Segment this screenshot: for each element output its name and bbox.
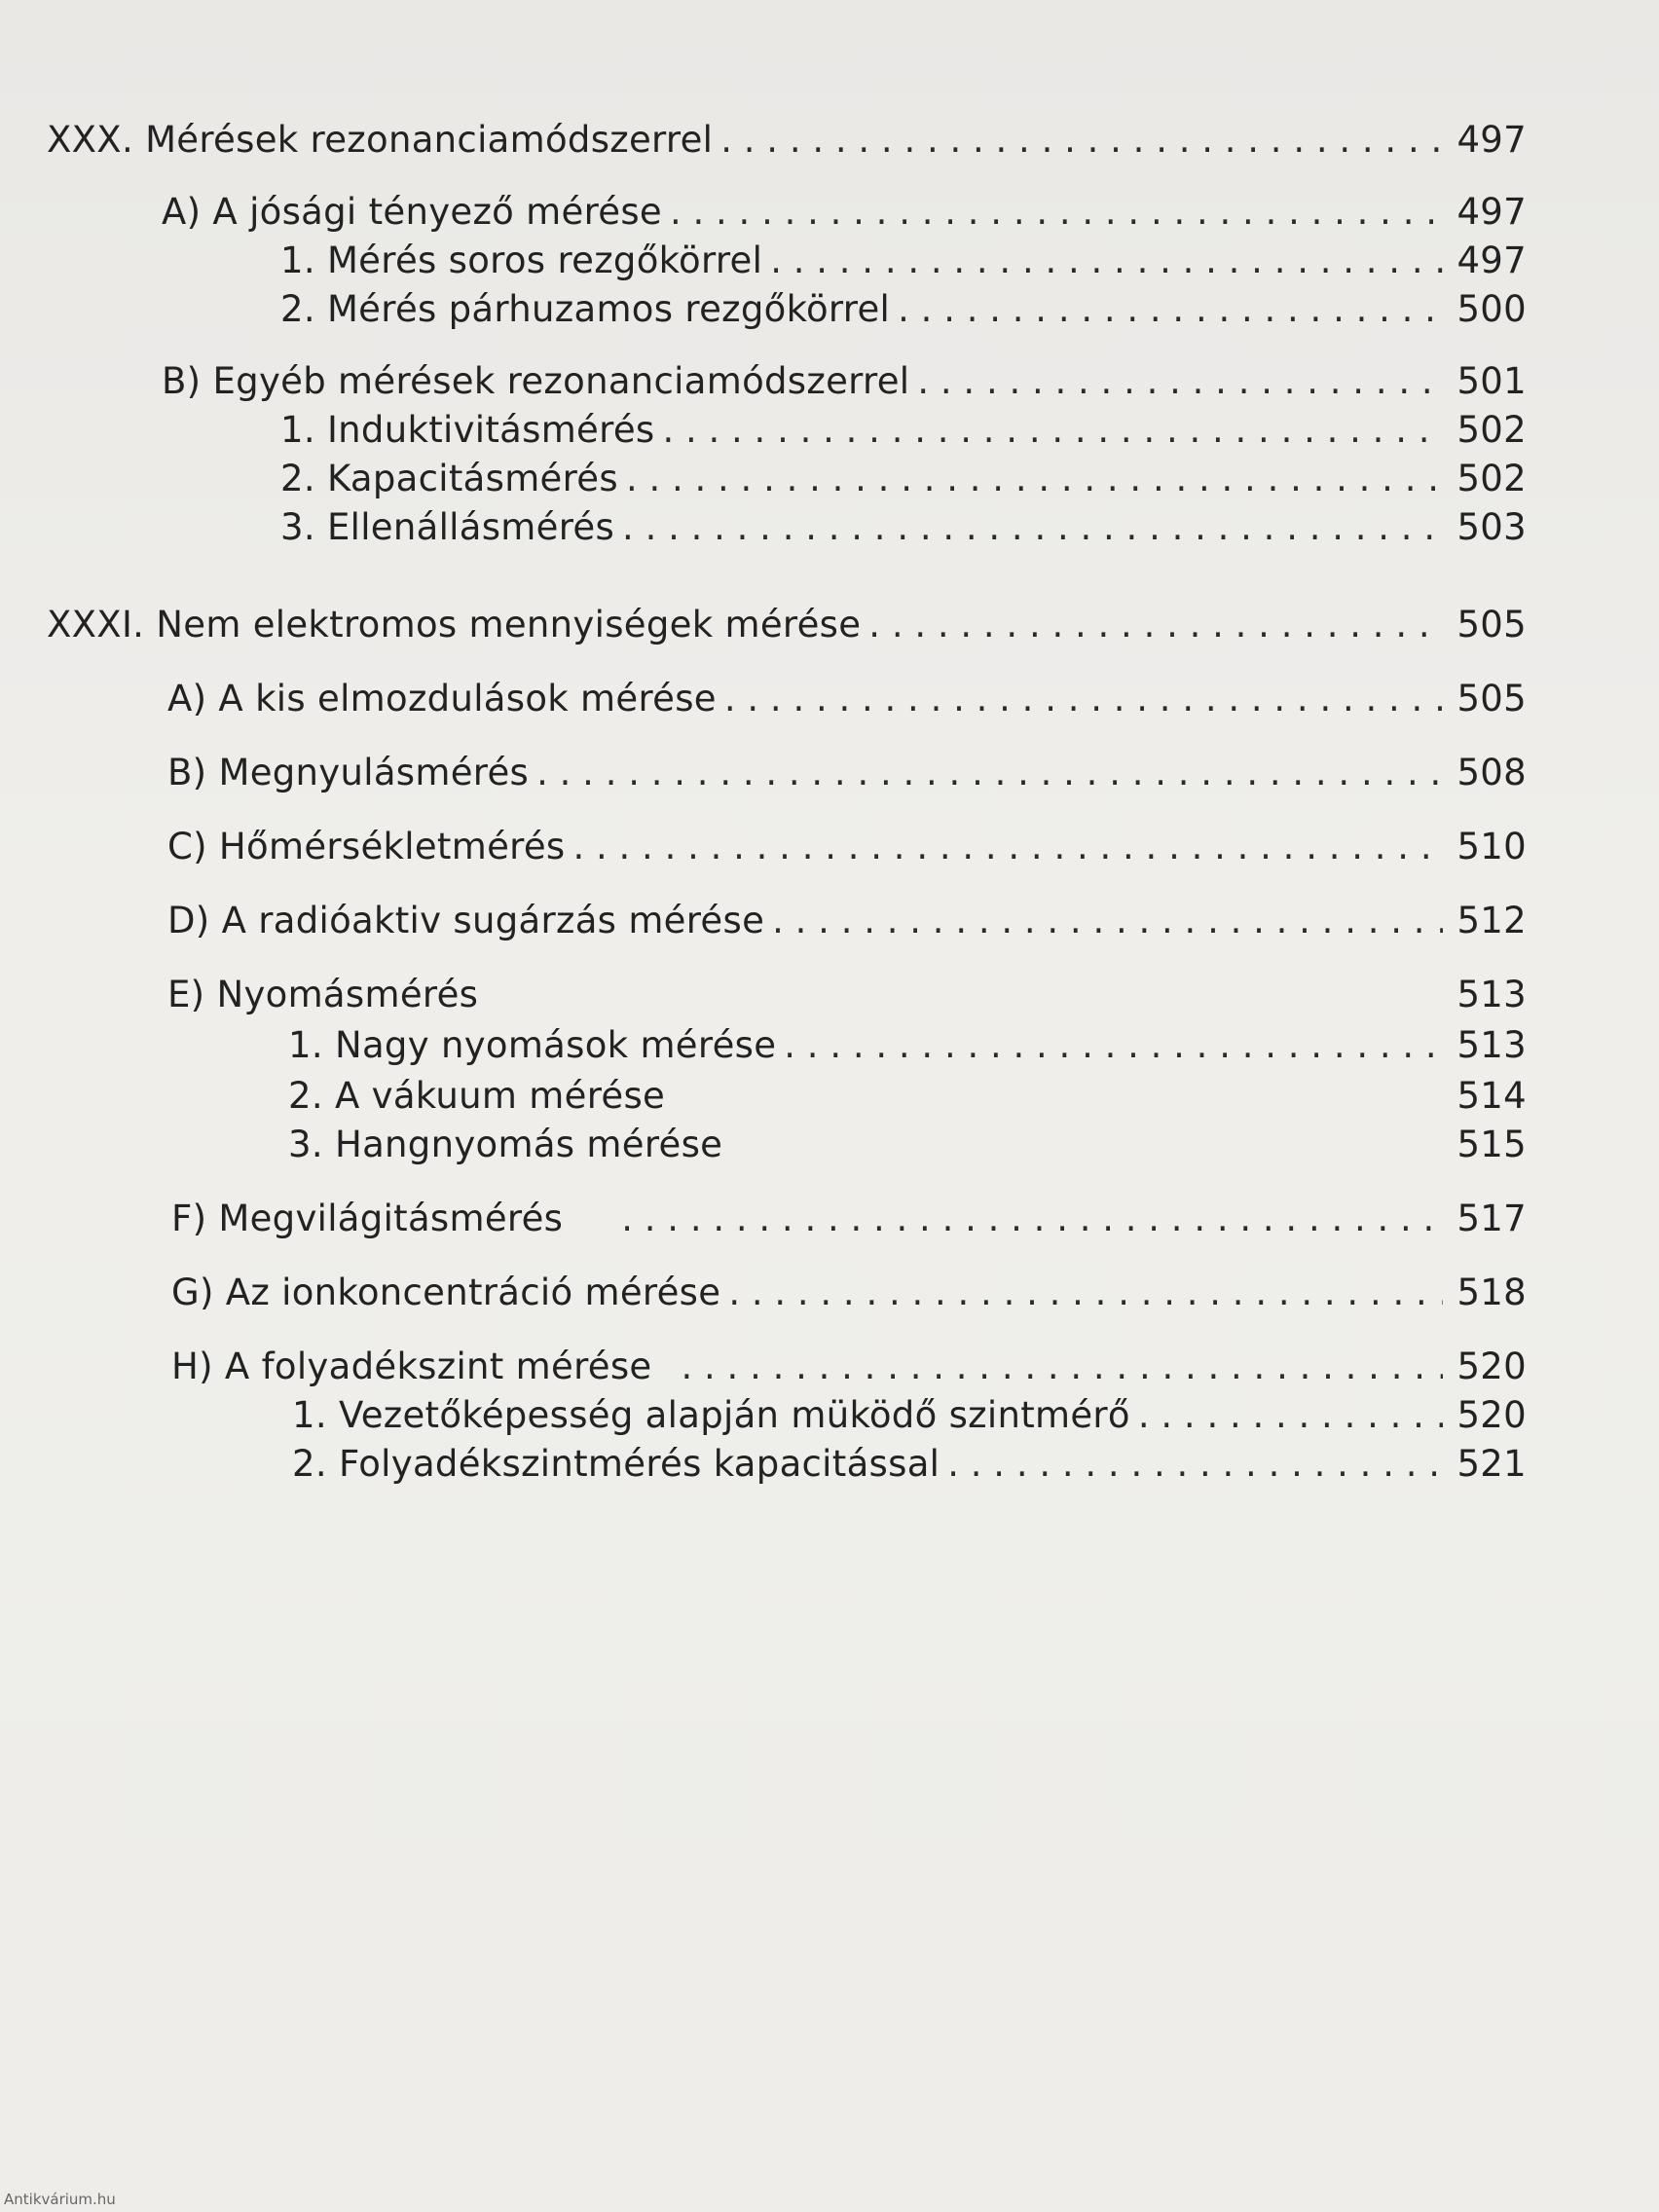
toc-page: 514 xyxy=(1456,1075,1527,1117)
toc-entry-xxxi-h xyxy=(171,1346,1527,1390)
leader-dots xyxy=(662,409,1443,451)
toc-title: 1. Induktivitásmérés xyxy=(280,409,655,451)
toc-entry-xxx-a-1 xyxy=(280,240,1527,284)
toc-entry-xxxi-d xyxy=(167,900,1527,944)
toc-page: 501 xyxy=(1456,360,1527,402)
toc-entry-xxx-a xyxy=(162,191,1527,236)
toc-title: 2. Kapacitásmérés xyxy=(280,458,618,499)
leader-dots xyxy=(1138,1394,1444,1436)
toc-page: 512 xyxy=(1456,900,1527,941)
toc-title: 2. Mérés párhuzamos rezgőkörrel xyxy=(280,288,891,330)
toc-page: 521 xyxy=(1456,1443,1527,1485)
toc-title: 3. Hangnyomás mérése xyxy=(288,1124,723,1165)
leader-dots xyxy=(536,752,1443,793)
toc-title: 2. Folyadékszintmérés kapacitással xyxy=(292,1443,940,1485)
toc-title: B) Egyéb mérések rezonanciamódszerrel xyxy=(162,360,910,402)
toc-entry-xxx-b-3 xyxy=(280,506,1527,551)
toc-page: 497 xyxy=(1456,240,1527,281)
toc-page: 518 xyxy=(1456,1272,1527,1313)
leader-dots xyxy=(682,1346,1444,1387)
toc-title: F) Megvilágitásmérés xyxy=(171,1198,564,1239)
toc-title: 1. Nagy nyomások mérése xyxy=(288,1024,777,1066)
toc-page: 505 xyxy=(1456,678,1527,719)
toc-title: XXX. Mérések rezonanciamódszerrel xyxy=(47,119,714,161)
toc-entry-xxxi-e-1 xyxy=(288,1024,1527,1069)
toc-entry-xxxi-h-1 xyxy=(292,1394,1527,1439)
leader-dots xyxy=(626,458,1444,499)
toc-page: 520 xyxy=(1456,1346,1527,1387)
toc-title: E) Nyomásmérés xyxy=(167,974,479,1015)
toc-entry-xxxi-h-2 xyxy=(292,1443,1527,1488)
toc-entry-xxx xyxy=(47,119,1527,164)
toc-title: D) A radióaktiv sugárzás mérése xyxy=(167,900,765,941)
source-watermark: Antikvárium.hu xyxy=(4,2191,116,2208)
toc-title: 3. Ellenállásmérés xyxy=(280,506,615,548)
toc-entry-xxxi-e-2 xyxy=(288,1075,1527,1120)
leader-dots xyxy=(621,1198,1443,1239)
toc-page: 497 xyxy=(1456,191,1527,233)
toc-page: 513 xyxy=(1456,974,1527,1015)
toc-entry-xxx-b xyxy=(162,360,1527,405)
leader-dots xyxy=(622,506,1443,548)
toc-entry-xxxi-b xyxy=(167,752,1527,796)
leader-dots xyxy=(724,678,1444,719)
toc-page: 515 xyxy=(1456,1124,1527,1165)
toc-page: 502 xyxy=(1456,458,1527,499)
toc-title: H) A folyadékszint mérése xyxy=(171,1346,652,1387)
toc-title: 1. Vezetőképesség alapján müködő szintmérő xyxy=(292,1394,1130,1436)
toc-page: 508 xyxy=(1456,752,1527,793)
leader-dots xyxy=(772,900,1443,941)
toc-entry-xxxi-e xyxy=(167,974,1527,1018)
toc-page: 505 xyxy=(1456,604,1527,645)
toc-entry-xxxi xyxy=(47,604,1527,648)
toc-entry-xxx-b-1 xyxy=(280,409,1527,454)
toc-title: A) A kis elmozdulások mérése xyxy=(167,678,717,719)
toc-entry-xxx-b-2 xyxy=(280,458,1527,502)
toc-page: 517 xyxy=(1456,1198,1527,1239)
leader-dots xyxy=(898,288,1443,330)
toc-page: 503 xyxy=(1456,506,1527,548)
toc-title: 2. A vákuum mérése xyxy=(288,1075,666,1117)
toc-page: 513 xyxy=(1456,1024,1527,1066)
toc-title: C) Hőmérsékletmérés xyxy=(167,826,566,867)
toc-entry-xxxi-f xyxy=(171,1198,1527,1242)
toc-title: B) Megnyulásmérés xyxy=(167,752,530,793)
leader-dots xyxy=(728,1272,1443,1313)
toc-entry-xxx-a-2 xyxy=(280,288,1527,333)
leader-dots xyxy=(720,119,1443,161)
leader-dots xyxy=(868,604,1443,645)
toc-entry-xxxi-c xyxy=(167,826,1527,870)
toc-entry-xxxi-a xyxy=(167,678,1527,722)
toc-page: 502 xyxy=(1456,409,1527,451)
toc-title: G) Az ionkoncentráció mérése xyxy=(171,1272,721,1313)
toc-page: 520 xyxy=(1456,1394,1527,1436)
toc-title: A) A jósági tényező mérése xyxy=(162,191,662,233)
toc-title: XXXI. Nem elektromos mennyiségek mérése xyxy=(47,604,862,645)
leader-dots xyxy=(572,826,1443,867)
toc-page: 510 xyxy=(1456,826,1527,867)
show-through-text xyxy=(136,1480,1207,2064)
leader-dots xyxy=(770,240,1443,281)
toc-title: 1. Mérés soros rezgőkörrel xyxy=(280,240,763,281)
leader-dots xyxy=(917,360,1443,402)
toc-page: 500 xyxy=(1456,288,1527,330)
toc-page: 497 xyxy=(1456,119,1527,161)
toc-entry-xxxi-e-3 xyxy=(288,1124,1527,1168)
leader-dots xyxy=(784,1024,1443,1066)
leader-dots xyxy=(947,1443,1443,1485)
toc-entry-xxxi-g xyxy=(171,1272,1527,1316)
leader-dots xyxy=(670,191,1443,233)
